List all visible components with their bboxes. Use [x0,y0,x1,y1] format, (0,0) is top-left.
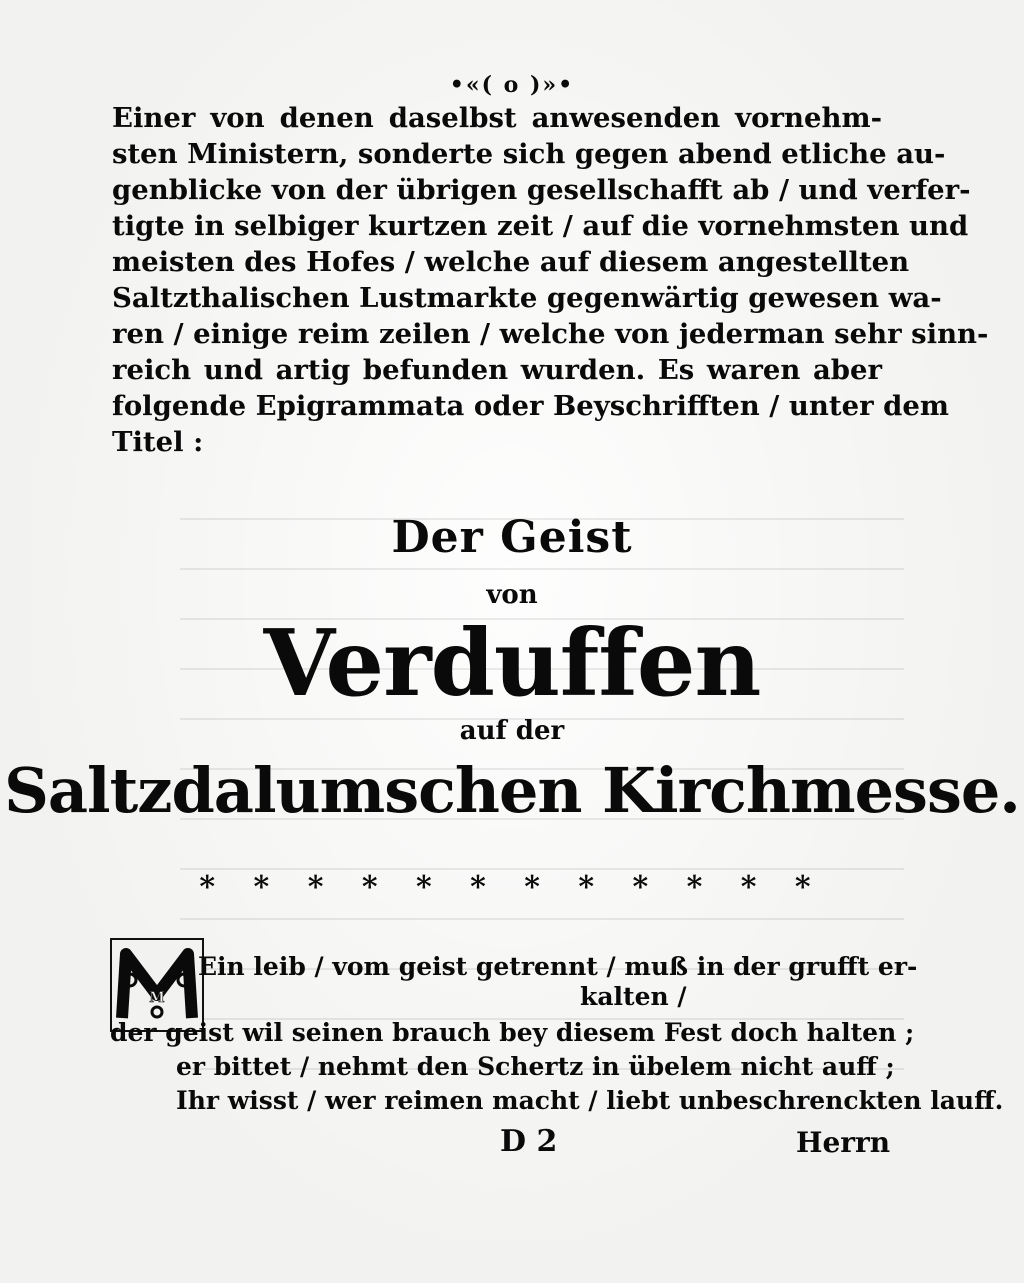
catchword: Herrn [796,1126,891,1159]
title-line-3: Verduffen [263,609,761,717]
paragraph-line: Titel : [112,426,204,458]
poem-line: er bittet / nehmt den Schertz in übelem nicht auff ; [176,1052,895,1081]
title-line-5: Saltzdalumschen Kirchmesse. [4,754,1020,827]
dropcap-letter: M [149,990,165,1006]
paragraph-line: tigte in selbiger kurtzen zeit / auf die vornehmsten und [112,210,969,242]
intro-paragraph [112,100,989,460]
paragraph-line: meisten des Hofes / welche auf diesem angestellten [112,246,910,278]
poem-line: Ein leib / vom geist getrennt / muß in der grufft er- [198,952,918,981]
poem-line-continuation: kalten / [580,982,687,1011]
title-line-1: Der Geist [391,512,633,563]
paragraph-line: Saltzthalischen Lustmarkte gegenwärtig gewesen wa- [112,282,942,314]
page-header-ornament: •«( o )»• [449,72,575,98]
title-line-2: von [486,580,538,610]
poem-line: der geist wil seinen brauch bey diesem Fest doch halten ; [110,1018,915,1047]
poem-line: Ihr wisst / wer reimen macht / liebt unbeschrenckten lauff. [176,1086,1004,1115]
signature-mark: D 2 [500,1124,558,1159]
paragraph-line: ren / einige reim zeilen / welche von jederman sehr sinn- [112,318,989,350]
paragraph-line: genblicke von der übrigen gesellschafft ab / und verfer- [112,174,971,206]
paragraph-line: Einer von denen daselbst anwesenden vornehm- [112,102,882,134]
paragraph-line: folgende Epigrammata oder Beyschrifften / unter dem [112,390,949,422]
paragraph-line: sten Ministern, sonderte sich gegen abend etliche au- [112,138,946,170]
title-line-4: auf der [459,716,565,746]
asterisk-divider: * * * * * * * * * * * * [199,870,825,905]
paragraph-line: reich und artig befunden wurden. Es waren aber [112,354,882,386]
